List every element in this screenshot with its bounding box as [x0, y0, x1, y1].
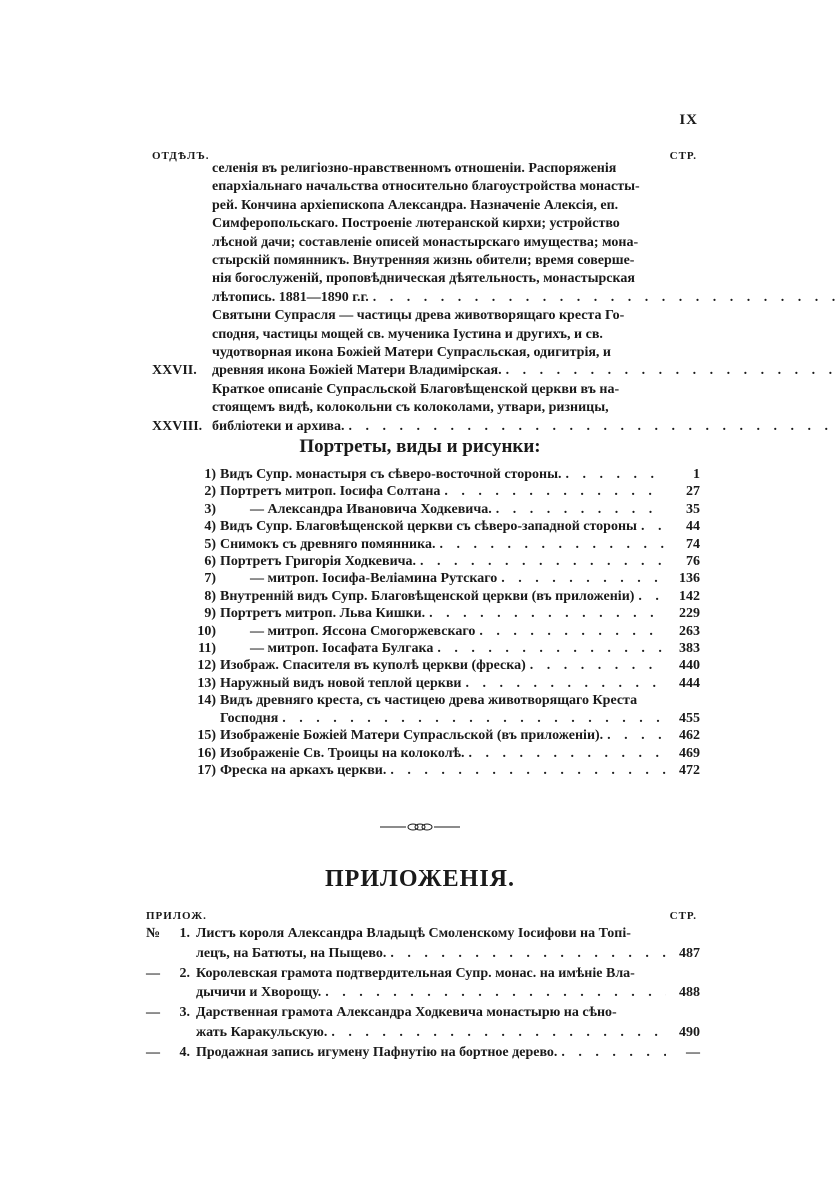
item-page: 487	[679, 945, 700, 961]
leader-dots	[603, 727, 666, 744]
item-page: 490	[679, 1024, 700, 1040]
item-number: 3)	[204, 501, 216, 517]
list-item	[190, 657, 700, 674]
item-number: 6)	[204, 554, 216, 570]
leader-dots	[278, 710, 666, 727]
list-item	[146, 1003, 700, 1023]
item-title: Видъ Супр. Благовѣщенской церкви съ сѣверо-западной стороны	[220, 519, 637, 535]
toc-line: чудотворная икона Божіей Матери Супрасльская, одигитрія, и	[212, 345, 611, 361]
ornament-divider	[380, 822, 460, 832]
item-title: лецъ, на Батюты, на Пыщево.	[196, 945, 387, 961]
item-number: 17)	[197, 762, 216, 778]
item-page: —	[686, 1044, 700, 1060]
leader-dots	[634, 588, 666, 605]
item-title: Листъ короля Александра Владыцѣ Смоленскому Іосифови на Топі-	[196, 926, 631, 941]
leader-dots	[433, 640, 666, 657]
item-title: Изображеніе Св. Троицы на колоколѣ.	[220, 745, 465, 761]
item-title: Внутренній видъ Супр. Благовѣщенской церкви (въ приложеніи)	[220, 588, 635, 604]
item-number: 10)	[197, 623, 216, 639]
toc-entry-continuation	[152, 160, 700, 307]
list-item	[146, 924, 700, 944]
item-title: Портретъ митроп. Іосифа Солтана	[220, 484, 441, 500]
item-number: 1)	[204, 467, 216, 482]
item-number: 14)	[197, 693, 216, 709]
item-title: — митроп. Іосафата Булгака	[250, 641, 434, 657]
item-number: 4.	[179, 1044, 190, 1060]
toc-line: Симферопольскаго. Построеніе лютеранской кирхи; устройство	[212, 216, 620, 232]
list-item	[190, 553, 700, 570]
toc-entry-number: XXVII.	[152, 363, 197, 379]
toc-line: библіотеки и архива.	[212, 418, 345, 434]
leader-dots	[526, 657, 666, 674]
item-number: 16)	[197, 745, 216, 761]
item-title: Дарственная грамота Александра Ходкевича монастырю на сѣно-	[196, 1005, 617, 1021]
leader-dots	[464, 745, 666, 762]
appendices-heading: ПРИЛОЖЕНІЯ.	[324, 866, 516, 892]
toc-line: рей. Кончина архіепископа Александра. Назначеніе Алексія, еп.	[212, 197, 619, 213]
list-item	[190, 605, 700, 622]
item-title: Королевская грамота подтвердительная Супр. монас. на имѣніе Вла-	[196, 965, 635, 981]
list-item	[190, 727, 700, 744]
toc-line: лѣсной дачи; составленіе описей монастырскаго имущества; мона-	[212, 234, 639, 250]
item-page: 472	[679, 762, 700, 778]
leader-dots	[321, 983, 666, 1003]
item-title: — митроп. Іосифа-Веліамина Рутскаго	[250, 571, 498, 587]
item-title: Портретъ митроп. Льва Кишки.	[220, 606, 426, 622]
item-number: 8)	[204, 588, 216, 604]
appendices-list	[146, 924, 700, 1063]
toc-line: епархіальнаго начальства относительно благоустройства монасты-	[212, 179, 640, 195]
item-page: 136	[679, 571, 700, 587]
toc-list	[152, 160, 700, 436]
leader-dots	[327, 1023, 666, 1043]
portraits-list	[190, 466, 700, 779]
list-item	[190, 570, 700, 587]
list-item	[190, 623, 700, 640]
list-item-continuation	[190, 710, 700, 727]
toc-line: Святыни Супрасля — частицы древа животворящаго креста Го-	[212, 308, 625, 324]
item-title: Изображ. Спасителя въ куполѣ церкви (фреска)	[220, 658, 526, 674]
item-page: 455	[679, 710, 700, 726]
toc-line: лѣтопись. 1881—1890 г.г.	[212, 289, 369, 305]
item-page: 1	[693, 467, 700, 482]
portraits-heading: Портреты, виды и рисунки:	[299, 436, 541, 457]
toc-entry-number: XXVIII.	[152, 418, 203, 434]
list-item	[190, 588, 700, 605]
item-page: 229	[679, 606, 700, 622]
leader-dots	[637, 518, 666, 535]
item-title: Господня	[220, 710, 279, 726]
leader-dots	[502, 362, 840, 380]
list-item	[190, 745, 700, 762]
leader-dots	[497, 570, 666, 587]
toc-line: селенія въ религіозно-нравственномъ отношеніи. Распоряженія	[212, 161, 617, 176]
item-page: 488	[679, 985, 700, 1001]
item-page: 74	[686, 536, 700, 552]
toc-line: нія богослуженій, проповѣдническая дѣятельность, монастырская	[212, 271, 635, 287]
item-page: 142	[679, 588, 700, 604]
list-item	[190, 483, 700, 500]
leader-dots	[386, 762, 666, 779]
page-number: IX	[679, 112, 698, 128]
item-page: 462	[679, 728, 700, 744]
toc-line: стырскій помянникъ. Внутренняя жизнь обители; время соверше-	[212, 253, 635, 269]
list-item-continuation	[146, 983, 700, 1003]
leader-dots	[492, 501, 666, 518]
list-item-continuation	[146, 1023, 700, 1043]
list-item	[190, 692, 700, 709]
appendices-column-page: СТР.	[669, 910, 697, 922]
leader-dots	[369, 289, 840, 307]
leader-dots	[461, 675, 666, 692]
toc-line: древняя икона Божіей Матери Владимірская.	[212, 363, 502, 379]
list-item	[190, 501, 700, 518]
list-item	[190, 466, 700, 483]
leader-dots	[440, 483, 666, 500]
item-title: Снимокъ съ древняго помянника.	[220, 536, 436, 552]
toc-column-section: ОТДѢЛЪ.	[152, 150, 210, 162]
list-item	[190, 675, 700, 692]
toc-entry	[152, 307, 700, 381]
list-item	[190, 536, 700, 553]
item-page: 27	[686, 484, 700, 500]
leader-dots	[344, 418, 840, 436]
item-number: 1.	[179, 926, 190, 941]
item-title: Видъ древняго креста, съ частицею древа животворящаго Креста	[220, 693, 638, 709]
item-page: 440	[679, 658, 700, 674]
leader-dots	[416, 553, 666, 570]
leader-dots	[435, 536, 666, 553]
item-page: 263	[679, 623, 700, 639]
toc-line: Краткое описаніе Супрасльской Благовѣщенской церкви въ на-	[212, 381, 620, 397]
item-number: 11)	[198, 641, 216, 657]
item-title: Портретъ Григорія Ходкевича.	[220, 554, 417, 570]
item-number: 15)	[197, 728, 216, 744]
item-number: 7)	[204, 571, 216, 587]
toc-entry	[152, 381, 700, 436]
leader-dots	[557, 1043, 666, 1063]
leader-dots	[425, 605, 666, 622]
appendices-column-label: ПРИЛОЖ.	[146, 910, 207, 922]
item-title: Продажная запись игумену Пафнутію на бортное дерево.	[196, 1044, 558, 1060]
item-title: Видъ Супр. монастыря съ сѣверо-восточной стороны.	[220, 467, 562, 482]
item-page: 469	[679, 745, 700, 761]
item-title: жать Каракульскую.	[196, 1024, 328, 1040]
item-number: 2.	[179, 965, 190, 981]
list-item	[190, 640, 700, 657]
list-item	[190, 518, 700, 535]
list-item	[146, 1043, 700, 1063]
item-mark: —	[146, 1044, 160, 1060]
item-title: Фреска на аркахъ церкви.	[220, 762, 387, 778]
list-item	[146, 964, 700, 984]
item-mark: №	[146, 926, 161, 941]
item-page: 383	[679, 641, 700, 657]
item-title: Наружный видъ новой теплой церкви	[220, 675, 462, 691]
item-page: 444	[679, 675, 700, 691]
item-page: 35	[686, 501, 700, 517]
item-number: 3.	[179, 1005, 190, 1021]
item-title: Изображеніе Божіей Матери Супрасльской (въ приложеніи).	[220, 728, 604, 744]
leader-dots	[475, 623, 666, 640]
list-item	[190, 762, 700, 779]
toc-line: сподня, частицы мощей св. мученика Іустина и другихъ, и св.	[212, 326, 603, 342]
leader-dots	[386, 944, 666, 964]
item-mark: —	[146, 965, 160, 981]
toc-line: стоящемъ видѣ, колокольни съ колоколами, утвари, ризницы,	[212, 400, 609, 416]
item-title: — Александра Ивановича Ходкевича.	[250, 501, 492, 517]
item-number: 9)	[204, 606, 216, 622]
item-page: 76	[686, 554, 700, 570]
list-item-continuation	[146, 944, 700, 964]
leader-dots	[562, 466, 666, 483]
item-page: 44	[686, 519, 700, 535]
item-number: 4)	[204, 519, 216, 535]
item-number: 12)	[197, 658, 216, 674]
item-number: 5)	[204, 536, 216, 552]
item-title: — митроп. Яссона Смогоржевскаго	[250, 623, 476, 639]
item-number: 13)	[197, 675, 216, 691]
toc-column-page: СТР.	[669, 150, 697, 162]
item-title: дычичи и Хворощу.	[196, 985, 322, 1001]
item-number: 2)	[204, 484, 216, 500]
item-mark: —	[146, 1005, 160, 1021]
